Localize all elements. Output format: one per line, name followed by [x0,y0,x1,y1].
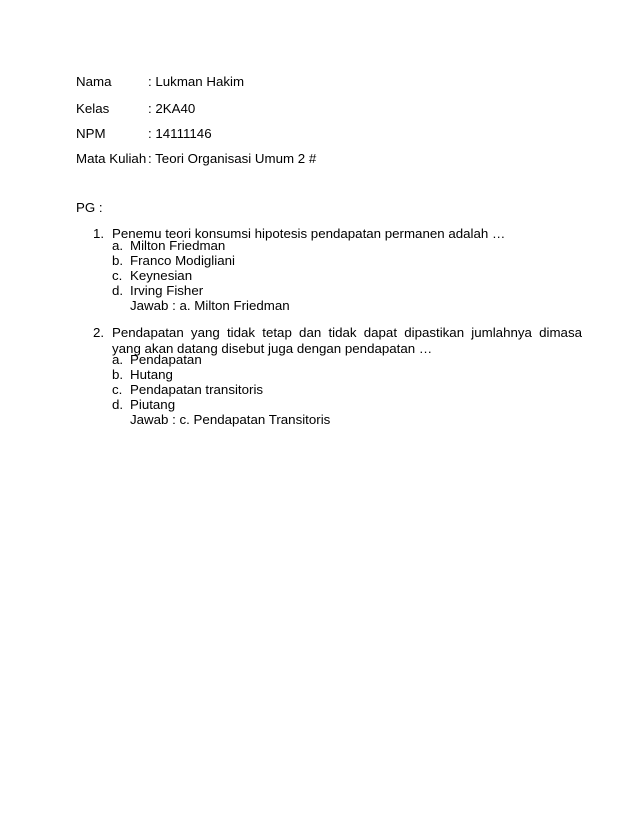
option-d [112,283,290,298]
option-text: Piutang [130,397,176,412]
option-letter: c. [112,268,123,283]
section-heading: PG : [76,200,103,215]
question-text: Pendapatan yang tidak tetap dan tidak dapat dipastikan jumlahnya dimasa yang akan datang disebut juga dengan pendapatan … [112,325,582,356]
option-b [112,367,330,382]
option-letter: d. [112,397,124,412]
option-text: Hutang [130,367,173,382]
option-letter: d. [112,283,124,298]
info-label-mata-kuliah: Mata Kuliah [76,151,147,166]
option-list [112,238,290,313]
info-label-npm: NPM [76,126,106,141]
question-number: 2. [93,325,105,340]
option-text: Milton Friedman [130,238,226,253]
question-number: 1. [93,226,105,241]
info-value-nama: : Lukman Hakim [148,74,245,89]
option-c [112,268,290,283]
info-label-kelas: Kelas [76,101,110,116]
question-1 [93,226,573,316]
option-text: Pendapatan [130,352,202,367]
answer-line: Jawab : a. Milton Friedman [130,298,290,313]
option-letter: a. [112,238,124,253]
option-list [112,352,330,427]
option-a [112,352,330,367]
option-letter: b. [112,253,124,268]
option-b [112,253,290,268]
info-value-kelas: : 2KA40 [148,101,196,116]
option-text: Keynesian [130,268,193,283]
option-c [112,382,330,397]
option-d [112,397,330,412]
question-2 [93,325,582,435]
question-text: Penemu teori konsumsi hipotesis pendapatan permanen adalah … [112,226,506,241]
option-text: Irving Fisher [130,283,204,298]
option-letter: c. [112,382,123,397]
option-text: Franco Modigliani [130,253,235,268]
info-value-npm: : 14111146 [148,126,212,141]
info-label-nama: Nama [76,74,112,89]
option-letter: a. [112,352,124,367]
option-letter: b. [112,367,124,382]
info-value-mata-kuliah: : Teori Organisasi Umum 2 # [148,151,317,166]
answer-line: Jawab : c. Pendapatan Transitoris [130,412,331,427]
option-text: Pendapatan transitoris [130,382,264,397]
option-a [112,238,290,253]
